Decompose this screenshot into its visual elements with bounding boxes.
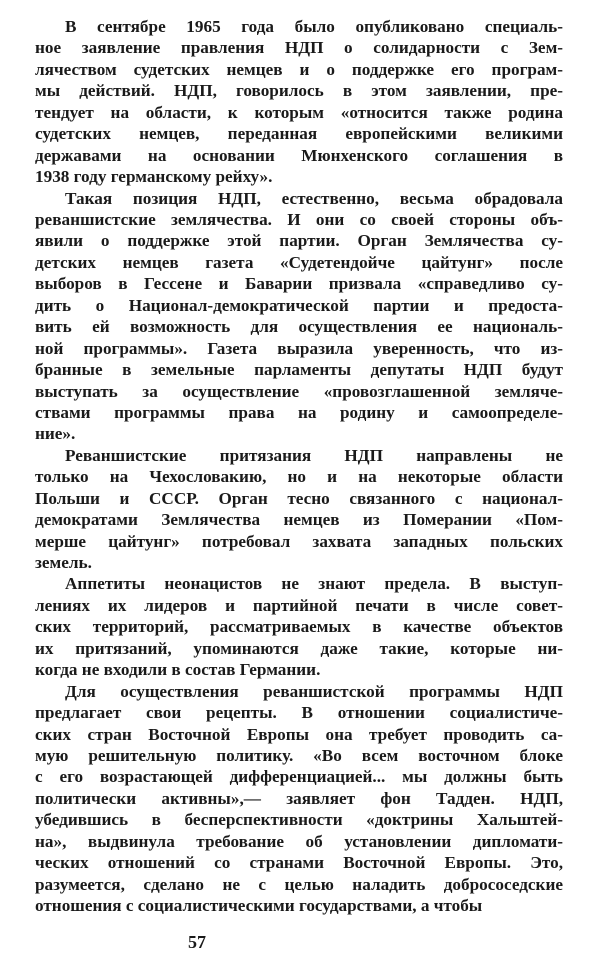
text-line: только на Чехословакию, но и на некоторые области <box>35 467 563 487</box>
text-line: ние». <box>35 424 76 444</box>
text-line: на», выдвинула требование об установлении дипломати- <box>35 831 563 851</box>
text-line: мы действий. НДП, говорилось в этом заявлении, пре- <box>35 81 563 101</box>
text-line: тендует на области, к которым «относится также родина <box>35 102 563 122</box>
text-line: мую решительную политику. «Во всем восточном блоке <box>35 746 563 765</box>
text-line: разумеется, сделано не с целью наладить добрососедские <box>35 874 563 894</box>
text-line: ное заявление правления НДП о солидарности с Зем- <box>35 38 563 58</box>
text-line: предлагает свои рецепты. В отношении социалистиче- <box>35 703 563 723</box>
paragraph-first-line: В сентябре 1965 года было опубликовано специаль- <box>65 17 563 36</box>
text-line: реваншистские землячества. И они со своей стороны объ- <box>35 210 563 229</box>
text-line: лячеством судетских немцев и о поддержке его програм- <box>35 59 563 79</box>
text-line: дить о Национал-демократической партии и предоста- <box>35 295 563 315</box>
text-line: демократами Землячества немцев из Померании «Пом- <box>35 510 563 530</box>
text-line: отношения с социалистическими государствами, а чтобы <box>35 896 483 915</box>
text-line: политически активны»,— заявляет фон Тадден. НДП, <box>35 788 563 808</box>
text-line: убедившись в бесперспективности «доктрины Хальштей- <box>35 810 563 830</box>
text-line: Польши и СССР. Орган тесно связанного с национал- <box>35 488 563 508</box>
text-line: судетских немцев, переданная европейскими великими <box>35 124 563 144</box>
text-line: ческих отношений со странами Восточной Европы. Это, <box>35 853 563 873</box>
text-line: когда не входили в состав Германии. <box>35 660 321 680</box>
text-line: вить ей возможность для осуществления ее националь- <box>35 317 563 337</box>
paragraph-first-line: Реваншистские притязания НДП направлены не <box>65 445 563 465</box>
text-line: выступать за осуществление «провозглашенной земляче- <box>35 381 563 401</box>
text-line: детских немцев газета «Судетендойче цайтунг» после <box>35 252 563 272</box>
text-line: явили о поддержке этой партии. Орган Землячества су- <box>35 231 563 251</box>
text-line: бранные в земельные парламенты депутаты НДП будут <box>35 360 563 379</box>
page-number: 57 <box>188 932 206 952</box>
text-line: ских стран Восточной Европы она требует проводить са- <box>35 724 563 744</box>
text-line: 1938 году германскому рейху». <box>35 167 273 187</box>
text-line: державами на основании Мюнхенского соглашения в <box>35 145 563 165</box>
text-line: их притязаний, упоминаются даже такие, которые ни- <box>35 638 563 658</box>
paragraph-first-line: Аппетиты неонацистов не знают предела. В выступ- <box>65 574 563 594</box>
text-line: ствами программы права на родину и самоопределе- <box>35 402 563 422</box>
text-line: ной программы». Газета выразила уверенность, что из- <box>35 338 563 358</box>
text-line: с его возрастающей дифференциацией... мы должны быть <box>35 767 563 787</box>
text-line: ских территорий, рассматриваемых в качестве объектов <box>35 617 563 637</box>
text-line: лениях их лидеров и партийной печати в числе совет- <box>35 595 563 615</box>
text-line: выборов в Гессене и Баварии призвала «справедливо су- <box>35 274 563 294</box>
paragraph-first-line: Такая позиция НДП, естественно, весьма обрадовала <box>65 188 563 208</box>
paragraph-first-line: Для осуществления реваншистской программы НДП <box>65 681 563 701</box>
text-line: мерше цайтунг» потребовал захвата западных польских <box>35 531 563 551</box>
text-line: земель. <box>35 553 92 572</box>
